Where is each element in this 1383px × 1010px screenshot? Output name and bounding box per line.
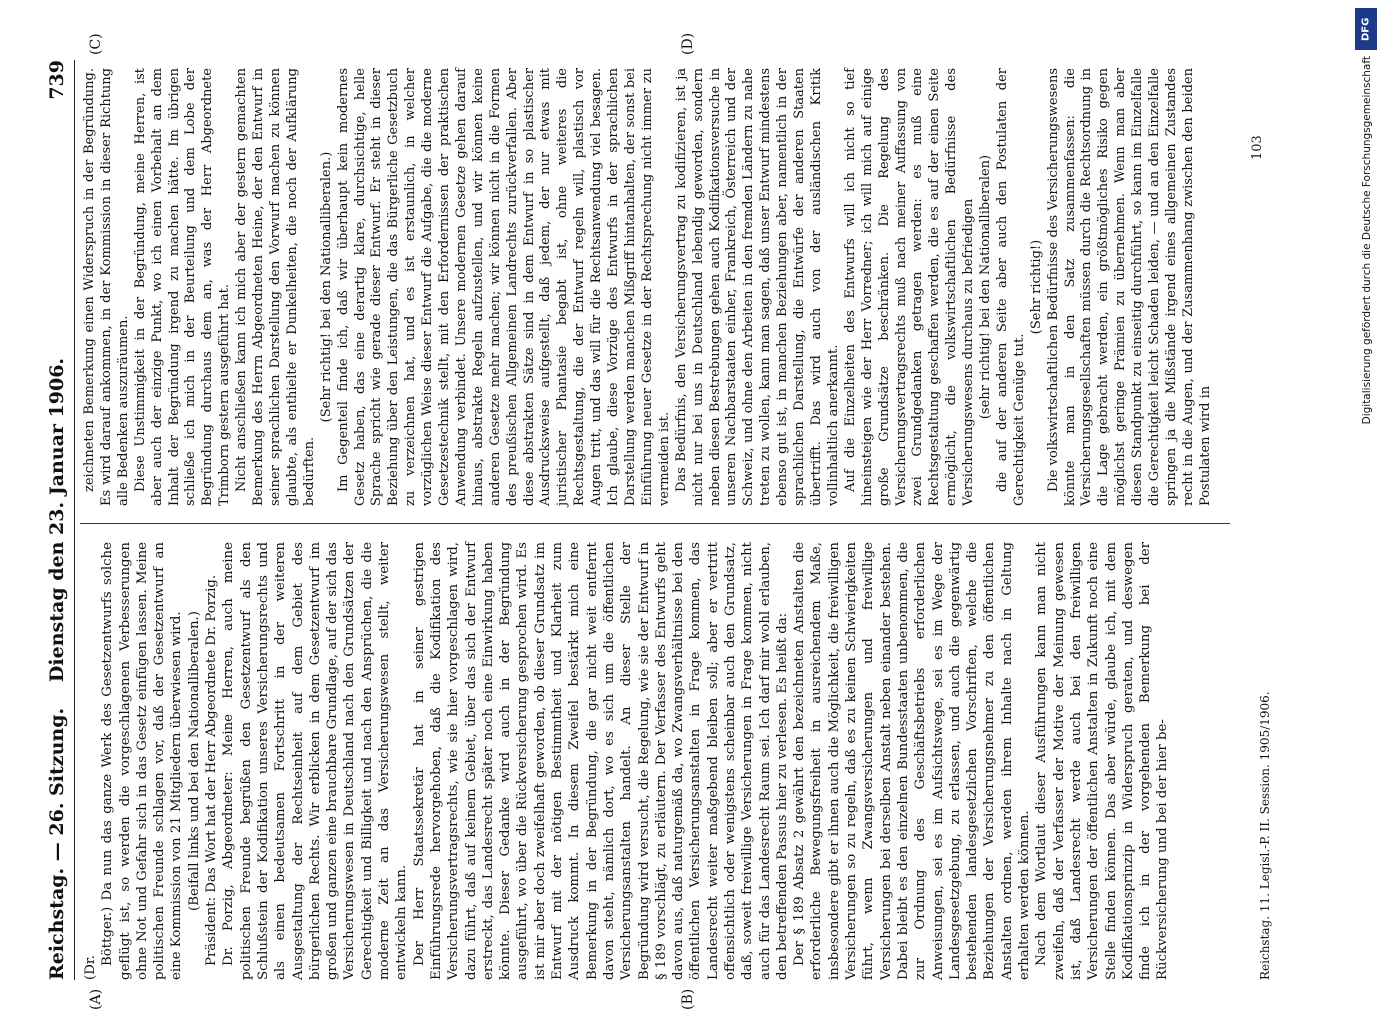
header-center: Dienstag den 23. Januar 1906.	[46, 357, 68, 683]
left-paragraph: Dr. Porzig, Abgeordneter: Meine Herren, auch meine politischen Freunde begrüßen den Gesetzentwurf als den Schlußstein der Kodifikation unseres Versicherungsrechts und als einen bedeutsamen Fortschritt in der weiteren Ausgestaltung der Rechtseinheit auf dem Gebiet des bürgerlichen Rechts. Wir erblicken in dem Gesetzentwurf im großen und ganzen eine brauchbare Grundlage, auf der sich das Versicherungswesen in Deutschland nach den Grundsätzen der Gerechtigkeit und Billigkeit und nach den Ansprüchen, die die moderne Zeit an das Versicherungswesen stellt, weiter entwickeln kann.	[221, 542, 410, 980]
right-paragraph: Diese Unstimmigkeit in der Begründung, meine Herren, ist aber auch der einzige Punkt, wo ich einen Vorbehalt an dem Inhalt der Begründung irgend zu machen hätte. Im übrigen schließe ich mich in der Beurteilung und dem Lobe der Begründung durchaus dem an, was der Herr Abgeordnete Trimborn gestern ausgeführt hat.	[132, 68, 233, 506]
right-paragraph: Die volkswirtschaftlichen Bedürfnisse des Versicherungswesens könnte man in den Satz zusammenfassen: die Versicherungsgesellschaften müssen durch die Rechtsordnung in die Lage gebracht werden, ein größtmögliches Risiko gegen möglichst geringe Prämien zu übernehmen. Wenn man aber diesen Standpunkt zu einseitig durchführt, so kann im Einzelfalle die Gerechtigkeit leicht Schaden leiden, — und an den Einzelfalle springen ja die Mißstände irgend eines allgemeinen Zustandes recht in die Augen, und der Zusammenhang zwischen den beiden Postulaten wird in	[1045, 68, 1213, 506]
margin-mark-c: (C)	[88, 33, 104, 55]
page-number: 739	[46, 60, 68, 100]
left-column	[82, 542, 1172, 980]
dfg-credit: Digitalisierung gefördert durch die Deutsche Forschungsgemeinschaft	[1361, 56, 1373, 425]
right-paragraph: (Sehr richtig!)	[1028, 239, 1044, 335]
left-para-prefix: (Dr.	[83, 955, 98, 980]
right-column	[82, 68, 1215, 506]
header-left: Reichstag. — 26. Sitzung.	[46, 707, 68, 980]
left-paragraph: (Beifall links und bei den Nationalliberalen.)	[186, 611, 202, 911]
right-paragraph: (sehr richtig! bei den Nationalliberalen)	[978, 154, 994, 420]
right-paragraph: Auf die Einzelheiten des Entwurfs will ich nicht so tief hineinsteigen wie der Herr Vorredner; ich will mich auf einige große Grundsätze beschränken. Die Regelung des Versicherungsvertragsrechts muß nach meiner Auffassung von zwei Grundgedanken getragen werden: es muß eine Rechtsgestaltung geschaffen werden, die es auf der einen Seite ermöglicht, die volkswirtschaftlichen Bedürfnisse des Versicherungswesens durchaus zu befriedigen	[842, 68, 977, 506]
margin-mark-d: (D)	[680, 32, 696, 55]
left-paragraph: Präsident: Das Wort hat der Herr Abgeordnete Dr. Porzig.	[204, 574, 220, 966]
right-paragraph: die auf der anderen Seite aber auch den Postulaten der Gerechtigkeit Genüge tut.	[994, 68, 1027, 506]
left-paragraph: Nach dem Wortlaut dieser Ausführungen kann man nicht zweifeln, daß der Verfasser der Motive der Meinung gewesen ist, daß Landesrecht werde auch bei den freiwilligen Versicherungen der öffentlichen Anstalten in Zukunft noch eine Stelle finden können. Das aber würde, glaube ich, mit dem Kodifikationsprinzip in Widerspruch geraten, und deswegen finde ich in der vorgehenden Bemerkung bei der Rückversicherung und bei der hier be-	[1034, 542, 1171, 980]
right-paragraph: zeichneten Bemerkung einen Widerspruch in der Begründung. Es wird darauf ankommen, in der Kommission in dieser Richtung alle Bedenken auszuräumen.	[82, 68, 131, 506]
rotated-page	[40, 32, 1340, 1010]
right-paragraph: (Sehr richtig! bei den Nationalliberalen.)	[318, 151, 334, 423]
left-paragraph: Der Herr Staatssekretär hat in seiner gestrigen Einführungsrede hervorgehoben, daß die Kodifikation des Versicherungsvertragsrechts, wie sie hier vorgeschlagen wird, dazu führt, daß auf keinem Gebiet, über das sich der Entwurf erstreckt, das Landesrecht später noch eine Einwirkung haben könnte. Dieser Gedanke wird auch in der Begründung ausgeführt, wo über die Rückversicherung gesprochen wird. Es ist mir aber doch zweifelhaft geworden, ob dieser Grundsatz im Entwurf mit der nötigen Bestimmtheit und Klarheit zum Ausdruck kommt. In diesem Zweifel bestärkt mich eine Bemerkung in der Begründung, die gar nicht weit entfernt davon steht, nämlich dort, wo es sich um die öffentlichen Versicherungsanstalten handelt. An dieser Stelle der Begründung wird versucht, die Regelung, wie sie der Entwurf in § 189 vorschlägt, zu erläutern. Der Verfasser des Entwurfs geht davon aus, daß naturgemäß da, wo Zwangsverhältnisse bei den öffentlichen Versicherungsanstalten in Frage kommen, das Landesrecht weiter maßgebend bleiben soll; aber er vertritt offensichtlich oder wenigstens scheinbar auch den Grundsatz, daß, soweit freiwillige Versicherungen in Frage kommen, nicht auch für das Landesrecht Raum sei. Ich darf mir wohl erlauben, den betreffenden Passus hier zu verlesen. Es heißt da:	[411, 542, 790, 980]
left-paragraph: Böttger.) Da nun das ganze Werk des Gesetzentwurfs solche geflügt ist, so werden die vorgeschlagenen Verbesserungen ohne Not und Gefahr sich in das Gesetz einfügen lassen. Meine politischen Freunde schlagen vor, daß der Gesetzentwurf an eine Kommission von 21 Mitgliedern überwiesen wird.	[100, 542, 185, 980]
right-paragraph: Das Bedürfnis, den Versicherungsvertrag zu kodifizieren, ist ja nicht nur bei uns in Deutschland lebendig geworden, sondern neben diesen Bestrebungen gehen auch Kodifikationsversuche in unseren Nachbarstaaten einher, Frankreich, Österreich und der Schweiz, und ohne den Arbeiten in den fremden Ländern zu nahe treten zu wollen, kann man sagen, daß unser Entwurf mindestens ebenso gut ist, in manchen Beziehungen aber, namentlich in der sprachlichen Darstellung, die Entwürfe der anderen Staaten übertrifft. Das wird auch von der ausländischen Kritik vollinhaltlich anerkannt.	[673, 68, 841, 506]
footer-session: Reichstag. 11. Legisl.-P. II. Session. 1905/1906.	[1258, 691, 1272, 980]
column-divider	[80, 523, 1230, 524]
left-paragraph: Der § 189 Absatz 2 gewährt den bezeichneten Anstalten die erforderliche Bewegungsfreiheit in ausreichendem Maße, insbesondere gibt er ihnen auch die Möglichkeit, die freiwilligen Versicherungen so zu regeln, daß es zu keinen Schwierigkeiten führt, wenn Zwangsversicherungen und freiwillige Versicherungen bei derselben Anstalt neben einander bestehen. Dabei bleibt es den einzelnen Bundesstaaten unbenommen, die zur Ordnung des Geschäftsbetriebs erforderlichen Anweisungen, sei es im Aufsichtswege, sei es im Wege der Landesgesetzgebung, zu erlassen, und auch die gegenwärtig bestehenden landesgesetzlichen Vorschriften, welche die Beziehungen der Versicherungsnehmer zu den öffentlichen Anstalten ordnen, werden ihrem Inhalte nach in Geltung erhalten werden können.	[792, 542, 1033, 980]
dfg-logo: DFG	[1355, 8, 1377, 50]
page-header	[40, 60, 75, 980]
right-paragraph: Nicht anschließen kann ich mich aber der gestern gemachten Bemerkung des Herrn Abgeordneten Heine, der den Entwurf in seiner sprachlichen Darstellung den Vorwurf machen zu können glaubte, als enthielte er Dunkelheiten, die noch der Aufklärung bedürften.	[234, 68, 317, 506]
margin-mark-a: (A)	[88, 988, 104, 1010]
footer-sheet-number: 103	[1250, 135, 1265, 160]
margin-mark-b: (B)	[680, 988, 696, 1010]
right-paragraph: Im Gegenteil finde ich, daß wir überhaupt kein modernes Gesetz haben, das eine derartig klare, durchsichtige, helle Sprache spricht wie gerade dieser Entwurf. Er steht in dieser Beziehung über den Leistungen, die das Bürgerliche Gesetzbuch zu verzeichnen hat, und es ist erstaunlich, in welcher vorzüglichen Weise dieser Entwurf die Aufgabe, die die moderne Gesetzestechnik stellt, mit den Erfordernissen der praktischen Anwendung verbindet. Unsere modernen Gesetze gehen darauf hinaus, abstrakte Regeln aufzustellen, und wir können keine anderen Gesetze mehr machen; wir können nicht in die Formen des preußischen Allgemeinen Landrechts zurückverfallen. Aber diese abstrakten Sätze sind in dem Entwurf in so plastischer Ausdrucksweise aufgestellt, daß jedem, der nur etwas mit juristischer Phantasie begabt ist, ohne weiteres die Rechtsgestaltung, die der Entwurf regeln will, plastisch vor Augen tritt, und das will für die Rechtsanwendung viel besagen. Ich glaube, diese Vorzüge des Entwurfs in der sprachlichen Darstellung werden manchen Mißgriff hintanhalten, der sonst bei Einführung neuer Gesetze in der Rechtsprechung nicht immer zu vermeiden ist.	[335, 68, 672, 506]
